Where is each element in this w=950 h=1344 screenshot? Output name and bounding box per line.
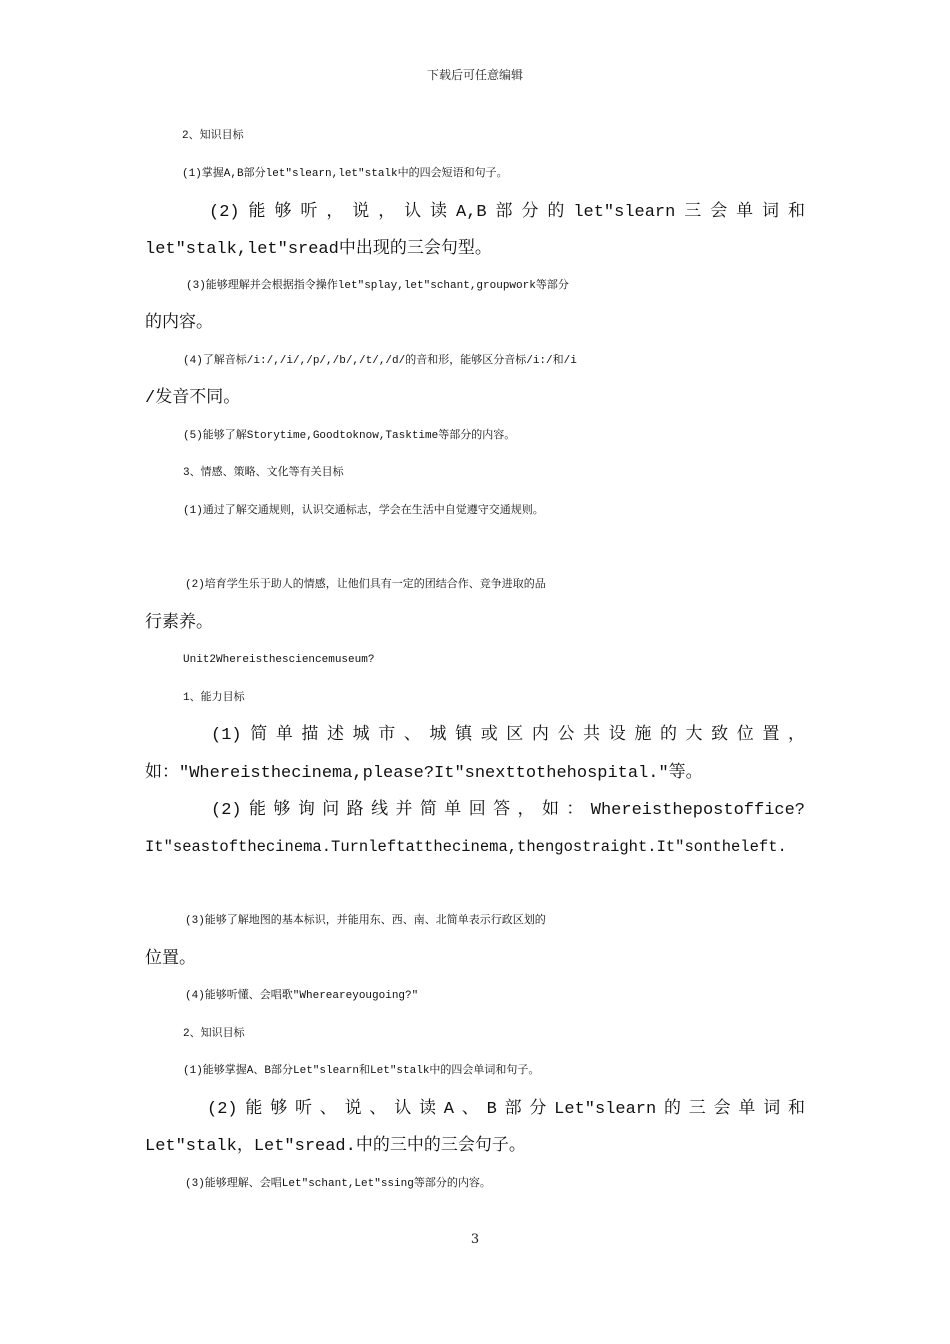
paragraph-line: 的内容。	[145, 314, 213, 333]
paragraph-line: (4)了解音标/i:/,/i/,/p/,/b/,/t/,/d/的音和形，能够区分音标/i:/和/i	[183, 355, 577, 367]
section-heading: 1、能力目标	[183, 692, 245, 704]
paragraph-line: (2)能够询问路线并简单回答，如：Whereisthepostoffice?	[211, 801, 805, 820]
section-heading: 3、情感、策略、文化等有关目标	[183, 467, 344, 479]
paragraph-line: let"stalk,let"sread中出现的三会句型。	[145, 240, 492, 259]
paragraph-line: It"seastofthecinema.Turnleftatthecinema,thengostraight.It"sontheleft.	[145, 838, 787, 856]
paragraph-line: (3)能够理解、会唱Let"schant,Let"ssing等部分的内容。	[185, 1178, 491, 1190]
paragraph-line: (4)能够听懂、会唱歌"Whereareyougoing?"	[185, 990, 419, 1002]
paragraph-line: (5)能够了解Storytime,Goodtoknow,Tasktime等部分的内容。	[183, 430, 516, 442]
section-heading: 2、知识目标	[182, 130, 244, 142]
page-number: 3	[470, 1232, 480, 1247]
paragraph-line: 如："Whereisthecinema,please?It"snexttothehospital."等。	[145, 764, 703, 783]
paragraph-line: 位置。	[145, 950, 196, 969]
paragraph-line: (1)掌握A,B部分let"slearn,let"stalk中的四会短语和句子。	[182, 168, 508, 180]
paragraph-line: /发音不同。	[145, 389, 241, 408]
unit-title: Unit2Whereisthesciencemuseum?	[183, 654, 375, 666]
paragraph-line: (1)通过了解交通规则，认识交通标志，学会在生活中自觉遵守交通规则。	[183, 505, 544, 517]
paragraph-line: (1)简单描述城市、城镇或区内公共设施的大致位置，	[211, 726, 805, 745]
paragraph-line: (3)能够了解地图的基本标识，并能用东、西、南、北简单表示行政区划的	[185, 915, 546, 927]
page-header: 下载后可任意编辑	[426, 68, 523, 82]
paragraph-line: (2)能够听、说、认读A、B部分Let"slearn的三会单词和	[207, 1100, 805, 1119]
section-heading: 2、知识目标	[183, 1028, 245, 1040]
paragraph-line: (2)能够听，说，认读A,B部分的let"slearn三会单词和	[209, 203, 805, 222]
paragraph-line: (1)能够掌握A、B部分Let"slearn和Let"stalk中的四会单词和句子。	[183, 1065, 540, 1077]
paragraph-line: (3)能够理解并会根据指令操作let"splay,let"schant,groupwork等部分	[186, 280, 569, 292]
paragraph-line: 行素养。	[145, 614, 213, 633]
paragraph-line: Let"stalk，Let"sread.中的三中的三会句子。	[145, 1137, 526, 1156]
paragraph-line: (2)培育学生乐于助人的情感，让他们具有一定的团结合作、竞争进取的品	[185, 579, 546, 591]
